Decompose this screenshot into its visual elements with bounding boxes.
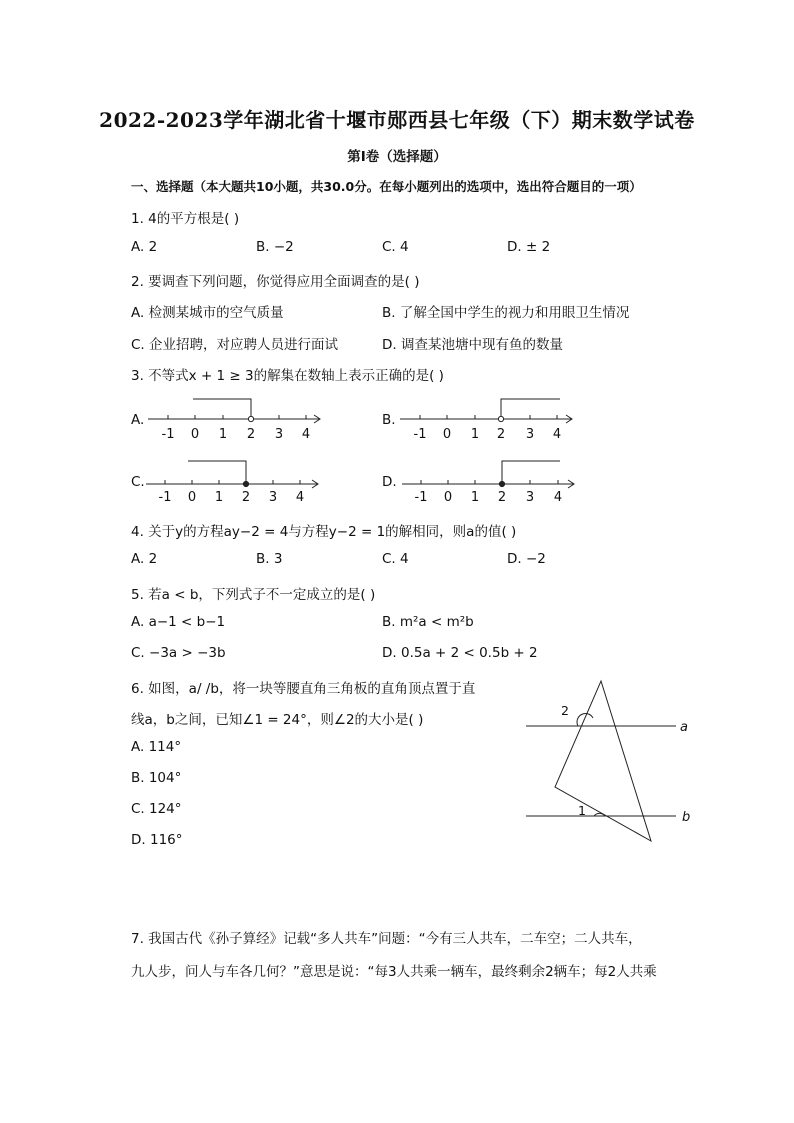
exam-title: 2022-2023学年湖北省十堰市郧西县七年级（下）期末数学试卷 [99, 108, 695, 132]
q6-option-a: A. 114° [131, 739, 182, 755]
tick-label: 4 [301, 427, 311, 442]
q3-numberline-a [148, 393, 328, 443]
q5-option-d: D. 0.5a + 2 < 0.5b + 2 [382, 645, 538, 661]
tick-label: 4 [553, 490, 563, 505]
q5-stem: 5. 若a < b，下列式子不一定成立的是( ) [131, 587, 376, 603]
q3-numberline-c [146, 456, 326, 506]
label-angle-2: 2 [561, 703, 569, 718]
q6-stem-line2: 线a，b之间，已知∠1 = 24°，则∠2的大小是( ) [131, 712, 424, 728]
exam-subtitle: 第Ⅰ卷（选择题） [347, 149, 447, 165]
tick-label: -1 [158, 490, 172, 505]
q3-numberline-b [400, 393, 580, 443]
tick-label: 0 [187, 490, 197, 505]
q1-option-b: B. −2 [256, 239, 294, 255]
q5-option-b: B. m²a < m²b [382, 614, 474, 630]
tick-label: 3 [525, 490, 535, 505]
angle-2-arc [577, 714, 593, 726]
section-heading: 一、选择题（本大题共10小题，共30.0分。在每小题列出的选项中，选出符合题目的一项） [131, 179, 642, 194]
q4-option-a: A. 2 [131, 551, 158, 567]
tick-label: 1 [214, 490, 224, 505]
tick-label: 0 [190, 427, 200, 442]
tick-label: -1 [161, 427, 175, 442]
q4-option-d: D. −2 [507, 551, 546, 567]
q2-option-b: B. 了解全国中学生的视力和用眼卫生情况 [382, 305, 630, 321]
q3-option-b: B. [382, 412, 396, 428]
tick-label: -1 [413, 427, 427, 442]
tick-label: 3 [268, 490, 278, 505]
q1-option-a: A. 2 [131, 239, 158, 255]
q1-stem: 1. 4的平方根是( ) [131, 211, 240, 227]
tick-label: 2 [246, 427, 256, 442]
q1-option-d: D. ± 2 [507, 239, 551, 255]
q3-option-a: A. [131, 412, 145, 428]
q5-option-c: C. −3a > −3b [131, 645, 226, 661]
tick-label: 2 [497, 490, 507, 505]
right-triangle [555, 681, 651, 841]
q4-option-c: C. 4 [382, 551, 409, 567]
label-b: b [682, 810, 691, 825]
tick-label: 3 [525, 427, 535, 442]
tick-label: 1 [218, 427, 228, 442]
label-angle-1: 1 [578, 803, 586, 818]
q3-option-c: C. [131, 474, 145, 490]
tick-label: 1 [470, 490, 480, 505]
q7-line1: 7. 我国古代《孙子算经》记载“多人共车”问题：“今有三人共车，二车空；二人共车， [131, 931, 642, 947]
q4-stem: 4. 关于y的方程ay−2 = 4与方程y−2 = 1的解相同，则a的值( ) [131, 524, 517, 540]
tick-label: 2 [496, 427, 506, 442]
q3-numberline-d [402, 456, 582, 506]
q2-option-a: A. 检测某城市的空气质量 [131, 305, 284, 321]
tick-label: 2 [241, 490, 251, 505]
tick-label: 0 [442, 427, 452, 442]
q6-option-c: C. 124° [131, 801, 182, 817]
q6-option-b: B. 104° [131, 770, 182, 786]
q2-stem: 2. 要调查下列问题，你觉得应用全面调查的是( ) [131, 274, 420, 290]
tick-label: 1 [470, 427, 480, 442]
tick-label: 4 [295, 490, 305, 505]
q1-option-c: C. 4 [382, 239, 409, 255]
tick-label: 3 [274, 427, 284, 442]
q4-option-b: B. 3 [256, 551, 283, 567]
q3-option-d: D. [382, 474, 397, 490]
q5-option-a: A. a−1 < b−1 [131, 614, 226, 630]
q7-line2: 九人步，问人与车各几何？”意思是说：“每3人共乘一辆车，最终剩余2辆车；每2人共乘 [131, 964, 657, 980]
q6-stem-line1: 6. 如图，a/ /b，将一块等腰直角三角板的直角顶点置于直 [131, 681, 476, 697]
tick-label: 0 [443, 490, 453, 505]
tick-label: -1 [414, 490, 428, 505]
q6-option-d: D. 116° [131, 832, 183, 848]
q6-figure-parallel-lines-triangle [520, 675, 700, 850]
label-a: a [680, 720, 688, 735]
tick-label: 4 [552, 427, 562, 442]
q2-option-d: D. 调查某池塘中现有鱼的数量 [382, 337, 563, 353]
q3-stem: 3. 不等式x + 1 ≥ 3的解集在数轴上表示正确的是( ) [131, 368, 444, 384]
q2-option-c: C. 企业招聘，对应聘人员进行面试 [131, 337, 339, 353]
